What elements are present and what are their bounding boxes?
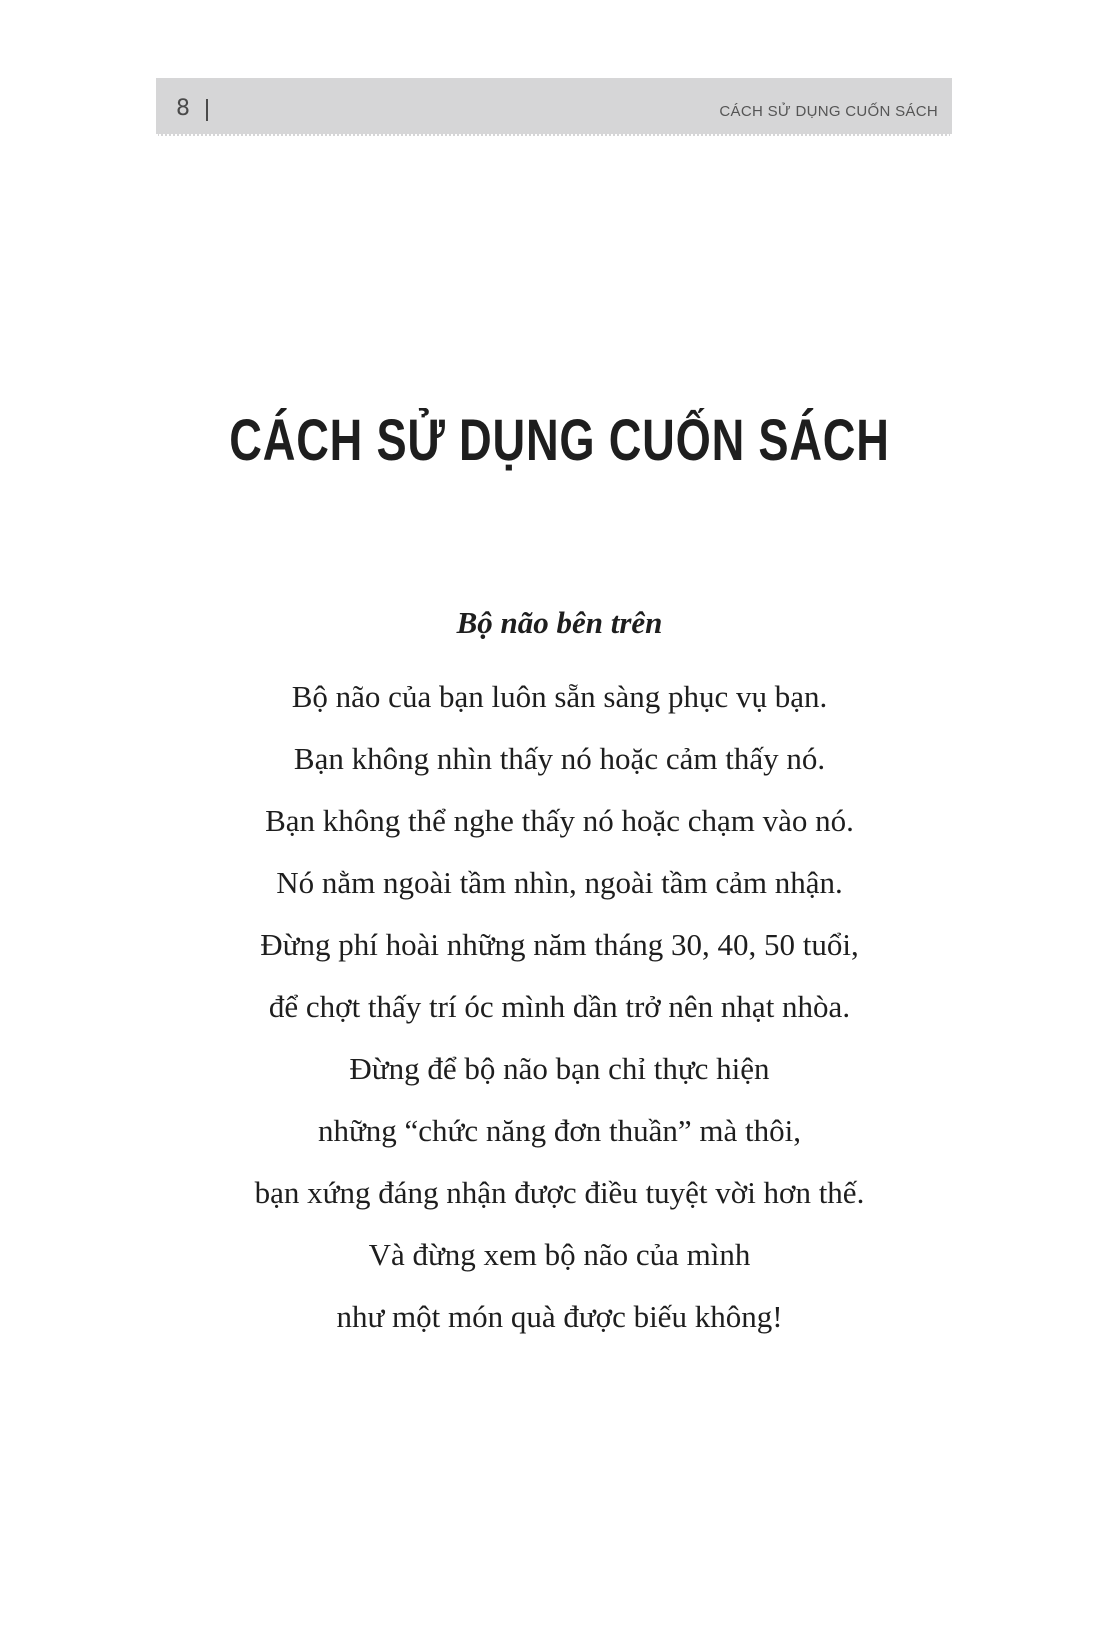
poem-line: Bộ não của bạn luôn sẵn sàng phục vụ bạn. — [291, 679, 828, 714]
poem-line: Bạn không thể nghe thấy nó hoặc chạm vào nó. — [265, 803, 854, 838]
poem-line: như một món quà được biếu không! — [336, 1299, 783, 1334]
header-divider — [206, 99, 208, 121]
poem-line: Đừng để bộ não bạn chỉ thực hiện — [349, 1051, 770, 1086]
poem-title: Bộ não bên trên — [456, 605, 663, 640]
running-header — [156, 78, 952, 136]
poem-line: bạn xứng đáng nhận được điều tuyệt vời hơn thế. — [254, 1175, 865, 1210]
poem-line: để chợt thấy trí óc mình dần trở nên nhạt nhòa. — [268, 989, 851, 1024]
poem-line: những “chức năng đơn thuần” mà thôi, — [317, 1113, 801, 1148]
chapter-title: CÁCH SỬ DỤNG CUỐN SÁCH — [229, 408, 890, 473]
poem-body — [0, 666, 1119, 1348]
page-number: 8 — [176, 96, 190, 121]
poem-line: Nó nằm ngoài tầm nhìn, ngoài tầm cảm nhận. — [276, 865, 843, 900]
poem-line: Bạn không nhìn thấy nó hoặc cảm thấy nó. — [293, 741, 826, 776]
poem-line: Đừng phí hoài những năm tháng 30, 40, 50 tuổi, — [260, 927, 859, 962]
poem-line: Và đừng xem bộ não của mình — [368, 1237, 751, 1272]
running-title: CÁCH SỬ DỤNG CUỐN SÁCH — [719, 103, 938, 120]
